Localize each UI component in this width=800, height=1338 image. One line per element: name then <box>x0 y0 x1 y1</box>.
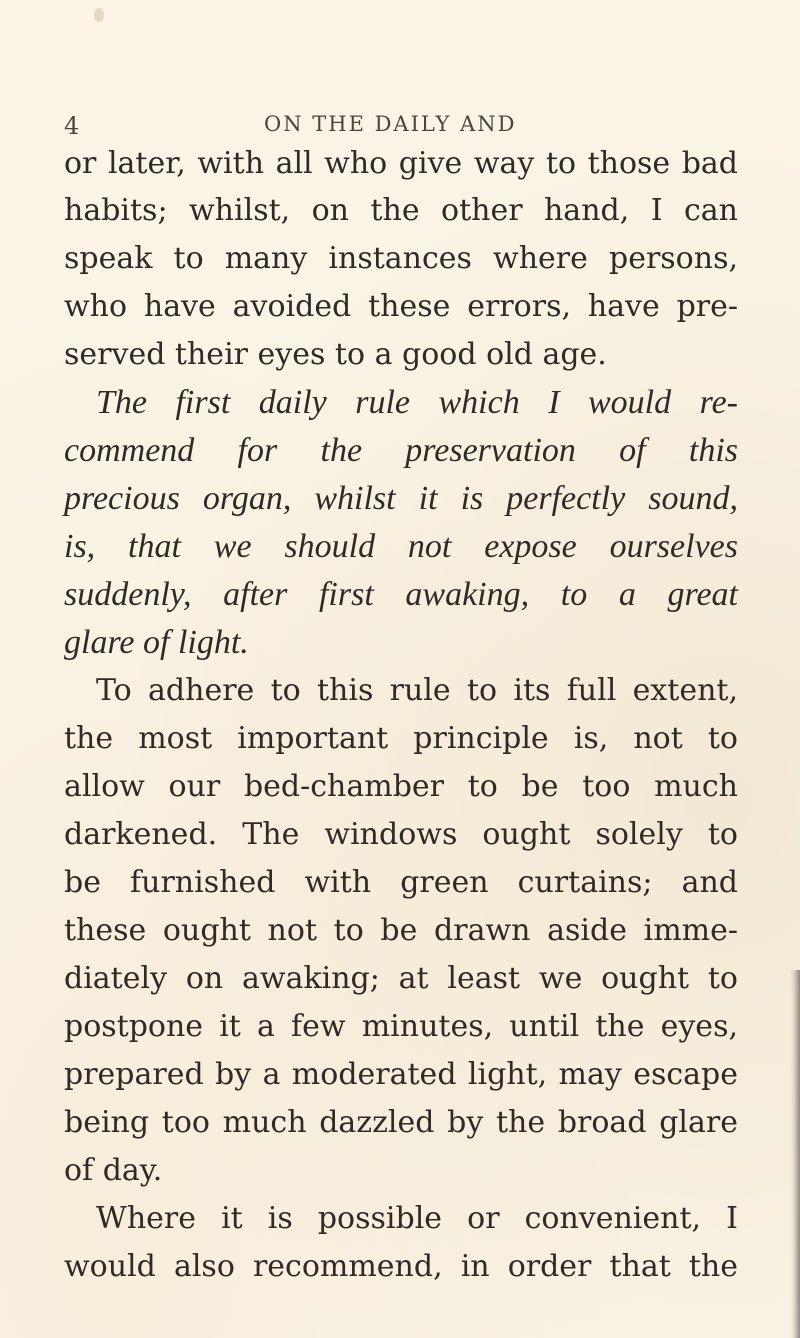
emphasis-line: suddenly, after first awaking, to a great <box>64 576 738 613</box>
text-line: darkened. The windows ought solely to <box>64 817 738 852</box>
text-line: or later, with all who give way to those bad <box>64 146 738 181</box>
binding-shadow <box>790 970 800 1338</box>
text-line: the most important principle is, not to <box>64 721 738 756</box>
emphasis-line: precious organ, whilst it is perfectly sound, <box>64 480 738 517</box>
emphasis-line: The first daily rule which I would re- <box>96 384 738 421</box>
text-line: postpone it a few minutes, until the eyes, <box>64 1009 738 1044</box>
text-line: habits; whilst, on the other hand, I can <box>64 193 738 228</box>
text-line: Where it is possible or convenient, I <box>96 1201 738 1236</box>
text-line: To adhere to this rule to its full extent, <box>96 673 738 708</box>
text-line: served their eyes to a good old age. <box>64 337 607 372</box>
text-line: these ought not to be drawn aside imme- <box>64 913 738 948</box>
emphasis-line: commend for the preservation of this <box>64 432 738 469</box>
page-number: 4 <box>64 112 80 140</box>
text-line: of day. <box>64 1153 163 1188</box>
running-head: ON THE DAILY AND <box>264 112 517 136</box>
text-line: prepared by a moderated light, may escape <box>64 1057 738 1092</box>
text-line: be furnished with green curtains; and <box>64 865 738 900</box>
text-line: being too much dazzled by the broad glare <box>64 1105 738 1140</box>
paper-blemish <box>94 8 104 22</box>
text-line: diately on awaking; at least we ought to <box>64 961 738 996</box>
text-line: allow our bed-chamber to be too much <box>64 769 738 804</box>
emphasis-line: glare of light. <box>64 624 249 661</box>
text-line: speak to many instances where persons, <box>64 241 738 276</box>
text-line: who have avoided these errors, have pre- <box>64 289 738 324</box>
emphasis-line: is, that we should not expose ourselves <box>64 528 738 565</box>
text-line: would also recommend, in order that the <box>64 1249 738 1284</box>
